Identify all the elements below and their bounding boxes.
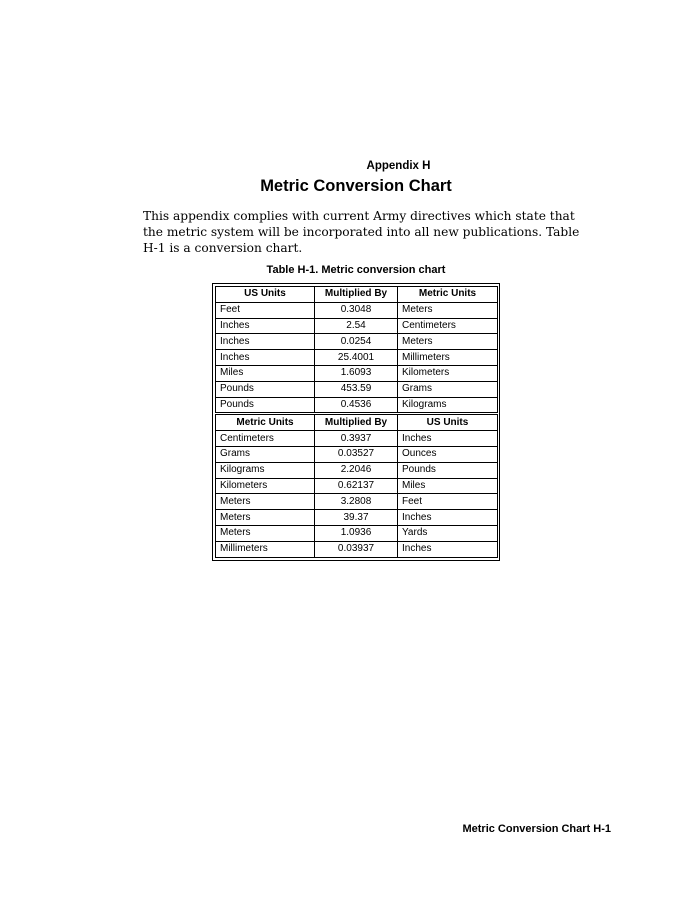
table-row (216, 478, 498, 494)
unit-cell: Meters (216, 494, 315, 510)
table-row (216, 446, 498, 462)
multiplier-cell: 25.4001 (315, 350, 398, 366)
unit-cell: Inches (398, 510, 498, 526)
multiplier-cell: 2.2046 (315, 462, 398, 478)
column-header: Multiplied By (315, 414, 398, 431)
multiplier-cell: 0.03937 (315, 541, 398, 557)
unit-cell: Inches (216, 318, 315, 334)
multiplier-cell: 3.2808 (315, 494, 398, 510)
column-header: US Units (216, 287, 315, 303)
multiplier-cell: 0.3048 (315, 302, 398, 318)
unit-cell: Yards (398, 525, 498, 541)
unit-cell: Feet (216, 302, 315, 318)
unit-cell: Meters (398, 334, 498, 350)
multiplier-cell: 0.03527 (315, 446, 398, 462)
conversion-table (215, 286, 498, 558)
page-title: Metric Conversion Chart (260, 177, 452, 195)
multiplier-cell: 0.4536 (315, 397, 398, 414)
multiplier-cell: 39.37 (315, 510, 398, 526)
appendix-label: Appendix H (366, 160, 431, 172)
table-caption: Table H-1. Metric conversion chart (266, 264, 446, 276)
multiplier-cell: 0.0254 (315, 334, 398, 350)
unit-cell: Millimeters (398, 350, 498, 366)
unit-cell: Kilograms (398, 397, 498, 414)
conversion-table-body (216, 287, 498, 558)
unit-cell: Inches (216, 350, 315, 366)
unit-cell: Centimeters (216, 431, 315, 447)
multiplier-cell: 1.6093 (315, 365, 398, 381)
unit-cell: Pounds (398, 462, 498, 478)
unit-cell: Miles (398, 478, 498, 494)
unit-cell: Feet (398, 494, 498, 510)
column-header: US Units (398, 414, 498, 431)
table-header-row (216, 287, 498, 303)
multiplier-cell: 1.0936 (315, 525, 398, 541)
table-row (216, 541, 498, 557)
unit-cell: Inches (398, 541, 498, 557)
table-row (216, 462, 498, 478)
unit-cell: Meters (216, 525, 315, 541)
multiplier-cell: 453.59 (315, 381, 398, 397)
unit-cell: Grams (398, 381, 498, 397)
unit-cell: Kilometers (398, 365, 498, 381)
unit-cell: Millimeters (216, 541, 315, 557)
table-row (216, 334, 498, 350)
unit-cell: Meters (398, 302, 498, 318)
unit-cell: Pounds (216, 397, 315, 414)
unit-cell: Ounces (398, 446, 498, 462)
table-row (216, 525, 498, 541)
unit-cell: Kilograms (216, 462, 315, 478)
intro-paragraph: This appendix complies with current Army directives which state that the metric system will be incorporated into all new publications. Table H-1 is a conversion chart. (143, 209, 580, 255)
table-row (216, 494, 498, 510)
multiplier-cell: 0.62137 (315, 478, 398, 494)
page-footer: Metric Conversion Chart H-1 (462, 823, 611, 835)
column-header: Metric Units (398, 287, 498, 303)
unit-cell: Kilometers (216, 478, 315, 494)
unit-cell: Grams (216, 446, 315, 462)
table-row (216, 431, 498, 447)
unit-cell: Centimeters (398, 318, 498, 334)
unit-cell: Meters (216, 510, 315, 526)
unit-cell: Inches (216, 334, 315, 350)
multiplier-cell: 0.3937 (315, 431, 398, 447)
unit-cell: Inches (398, 431, 498, 447)
unit-cell: Miles (216, 365, 315, 381)
column-header: Metric Units (216, 414, 315, 431)
table-row (216, 397, 498, 414)
table-header-row (216, 414, 498, 431)
table-row (216, 381, 498, 397)
table-row (216, 350, 498, 366)
multiplier-cell: 2.54 (315, 318, 398, 334)
table-row (216, 318, 498, 334)
table-row (216, 510, 498, 526)
column-header: Multiplied By (315, 287, 398, 303)
conversion-table-frame (212, 283, 500, 561)
table-row (216, 302, 498, 318)
table-row (216, 365, 498, 381)
unit-cell: Pounds (216, 381, 315, 397)
